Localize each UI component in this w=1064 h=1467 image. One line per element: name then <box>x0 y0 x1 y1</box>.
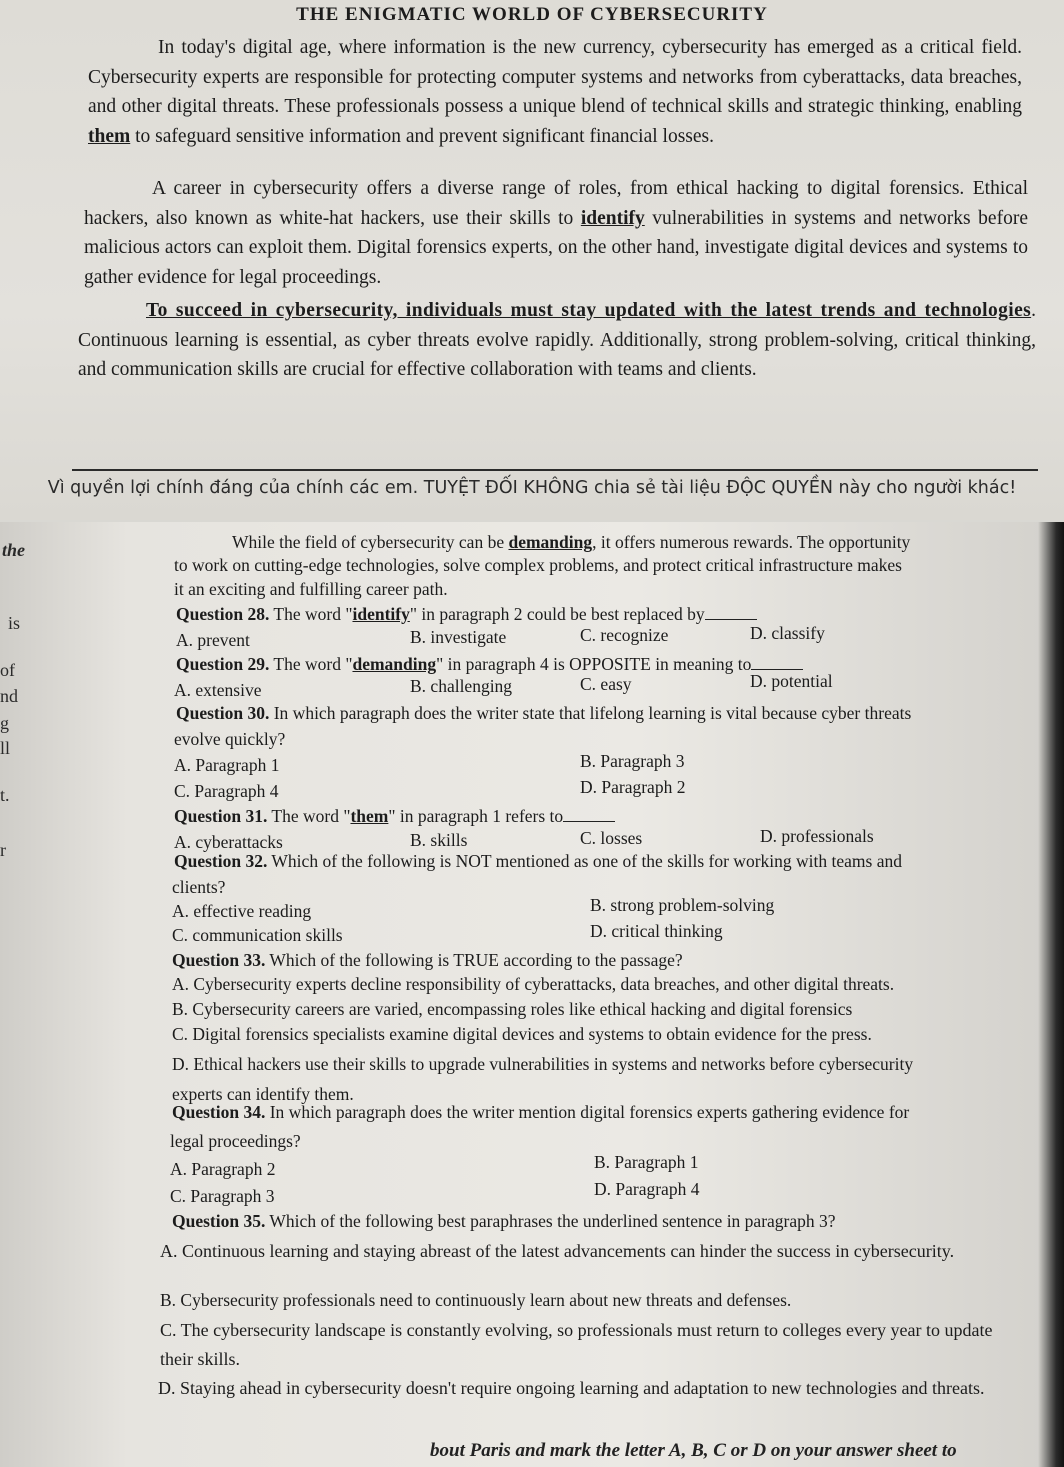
underlined-identify: identify <box>580 207 645 229</box>
option: C. communication skills <box>172 925 343 945</box>
option: A. Paragraph 1 <box>174 755 280 775</box>
option: B. Cybersecurity careers are varied, encompassing roles like ethical hacking and digital forensics <box>172 999 853 1019</box>
passage-section <box>0 0 1064 520</box>
page-shadow <box>1038 522 1064 1467</box>
option: D. Paragraph 2 <box>580 777 686 797</box>
option: D. critical thinking <box>590 921 723 941</box>
option: A. prevent <box>176 630 250 650</box>
instruction-footer: bout Paris and mark the letter A, B, C or D on your answer sheet to <box>430 1440 957 1461</box>
question-32-line-2: clients? <box>172 877 226 897</box>
passage-title: THE ENIGMATIC WORLD OF CYBERSECURITY <box>296 4 768 25</box>
option: B. skills <box>410 830 468 850</box>
margin-fragment: ll <box>0 738 11 758</box>
option: D. Ethical hackers use their skills to upgrade vulnerabilities in systems and networks before cybersecurity experts can identify them. <box>172 1054 914 1104</box>
divider <box>72 469 1038 471</box>
margin-fragment: is <box>8 613 21 633</box>
option: A. cyberattacks <box>174 832 283 852</box>
option: A. Cybersecurity experts decline responsibility of cyberattacks, data breaches, and other digital threats. <box>172 974 895 994</box>
option: A. effective reading <box>172 901 312 921</box>
question-32: Question 32. Which of the following is NOT mentioned as one of the skills for working with teams and <box>174 851 902 871</box>
question-28: Question 28. The word "identify" in paragraph 2 could be best replaced by <box>176 604 757 625</box>
answer-blank <box>563 807 615 822</box>
margin-fragment: r <box>0 840 6 860</box>
margin-fragment: t. <box>0 785 10 805</box>
option: C. easy <box>580 674 632 694</box>
paragraph-4-line-2: to work on cutting-edge technologies, solve complex problems, and protect critical infrastructure makes <box>174 555 902 575</box>
question-35: Question 35. Which of the following best paraphrases the underlined sentence in paragraph 3? <box>172 1211 836 1231</box>
paragraph-4-line-3: it an exciting and fulfilling career path. <box>174 579 448 599</box>
option: B. Paragraph 1 <box>594 1152 699 1172</box>
margin-fragment: g <box>0 713 9 733</box>
paragraph-3: To succeed in cybersecurity, individuals must stay updated with the latest trends and technologies. Continuous learning is essential, as cyber threats evolve rapidly. Additionally, strong problem-solving, critical thinking, and communication skills are crucial for effective collaboration with teams and clients. <box>78 300 1036 380</box>
option: D. Staying ahead in cybersecurity doesn't require ongoing learning and adaptation to new technologies and threats. <box>158 1378 985 1398</box>
option: D. classify <box>750 623 825 643</box>
option: A. Continuous learning and staying abreast of the latest advancements can hinder the success in cybersecurity. <box>160 1241 955 1261</box>
option: D. Paragraph 4 <box>594 1179 700 1199</box>
option: C. losses <box>580 828 643 848</box>
margin-fragment: of <box>0 660 15 680</box>
underlined-demanding: demanding <box>508 532 593 552</box>
option: C. Paragraph 3 <box>170 1186 275 1206</box>
option: B. investigate <box>410 627 507 647</box>
option: D. professionals <box>760 826 874 846</box>
question-34: Question 34. In which paragraph does the writer mention digital forensics experts gathering evidence for <box>172 1102 910 1122</box>
question-33: Question 33. Which of the following is TRUE according to the passage? <box>172 950 683 970</box>
copyright-notice: Vì quyền lợi chính đáng của chính các em. TUYỆT ĐỐI KHÔNG chia sẻ tài liệu ĐỘC QUYỀN này cho người khác! <box>47 478 1017 498</box>
question-30-line-2: evolve quickly? <box>174 729 286 749</box>
option: B. Cybersecurity professionals need to continuously learn about new threats and defenses. <box>160 1290 792 1310</box>
question-29: Question 29. The word "demanding" in paragraph 4 is OPPOSITE in meaning to <box>176 654 803 675</box>
option: C. Digital forensics specialists examine digital devices and systems to obtain evidence for the press. <box>172 1024 872 1044</box>
option: A. Paragraph 2 <box>170 1159 276 1179</box>
option: B. strong problem-solving <box>590 895 775 915</box>
question-31: Question 31. The word "them" in paragraph 1 refers to <box>174 806 615 827</box>
answer-blank <box>751 655 803 670</box>
answer-blank <box>705 605 757 620</box>
underlined-them: them <box>88 125 131 147</box>
question-34-line-2: legal proceedings? <box>170 1131 301 1151</box>
option: D. potential <box>750 671 833 691</box>
margin-fragment: the <box>2 540 26 560</box>
question-30: Question 30. In which paragraph does the writer state that lifelong learning is vital because cyber threats <box>176 703 912 723</box>
option: A. extensive <box>174 680 262 700</box>
option: C. The cybersecurity landscape is constantly evolving, so professionals must return to colleges every year to update their skills. <box>160 1320 993 1369</box>
option: B. challenging <box>410 676 513 696</box>
paragraph-4-line-1: While the field of cybersecurity can be demanding, it offers numerous rewards. The opportunity <box>232 532 911 552</box>
underlined-sentence: To succeed in cybersecurity, individuals must stay updated with the latest trends and technologies <box>146 300 1032 321</box>
margin-fragment: nd <box>0 686 18 706</box>
paragraph-1: In today's digital age, where information is the new currency, cybersecurity has emerged as a critical field. Cybersecurity experts are responsible for protecting computer systems and networks from cyberattacks, data breaches, and other digital threats. These professionals possess a unique blend of technical skills and strategic thinking, enabling them to safeguard sensitive information and prevent significant financial losses. <box>88 37 1022 147</box>
option: B. Paragraph 3 <box>580 751 685 771</box>
option: C. Paragraph 4 <box>174 781 279 801</box>
paragraph-2: A career in cybersecurity offers a diverse range of roles, from ethical hacking to digital forensics. Ethical hackers, also known as white-hat hackers, use their skills to identify vulnerabilities in systems and networks before malicious actors can exploit them. Digital forensics experts, on the other hand, investigate digital devices and systems to gather evidence for legal proceedings. <box>84 178 1028 288</box>
option: C. recognize <box>580 625 669 645</box>
